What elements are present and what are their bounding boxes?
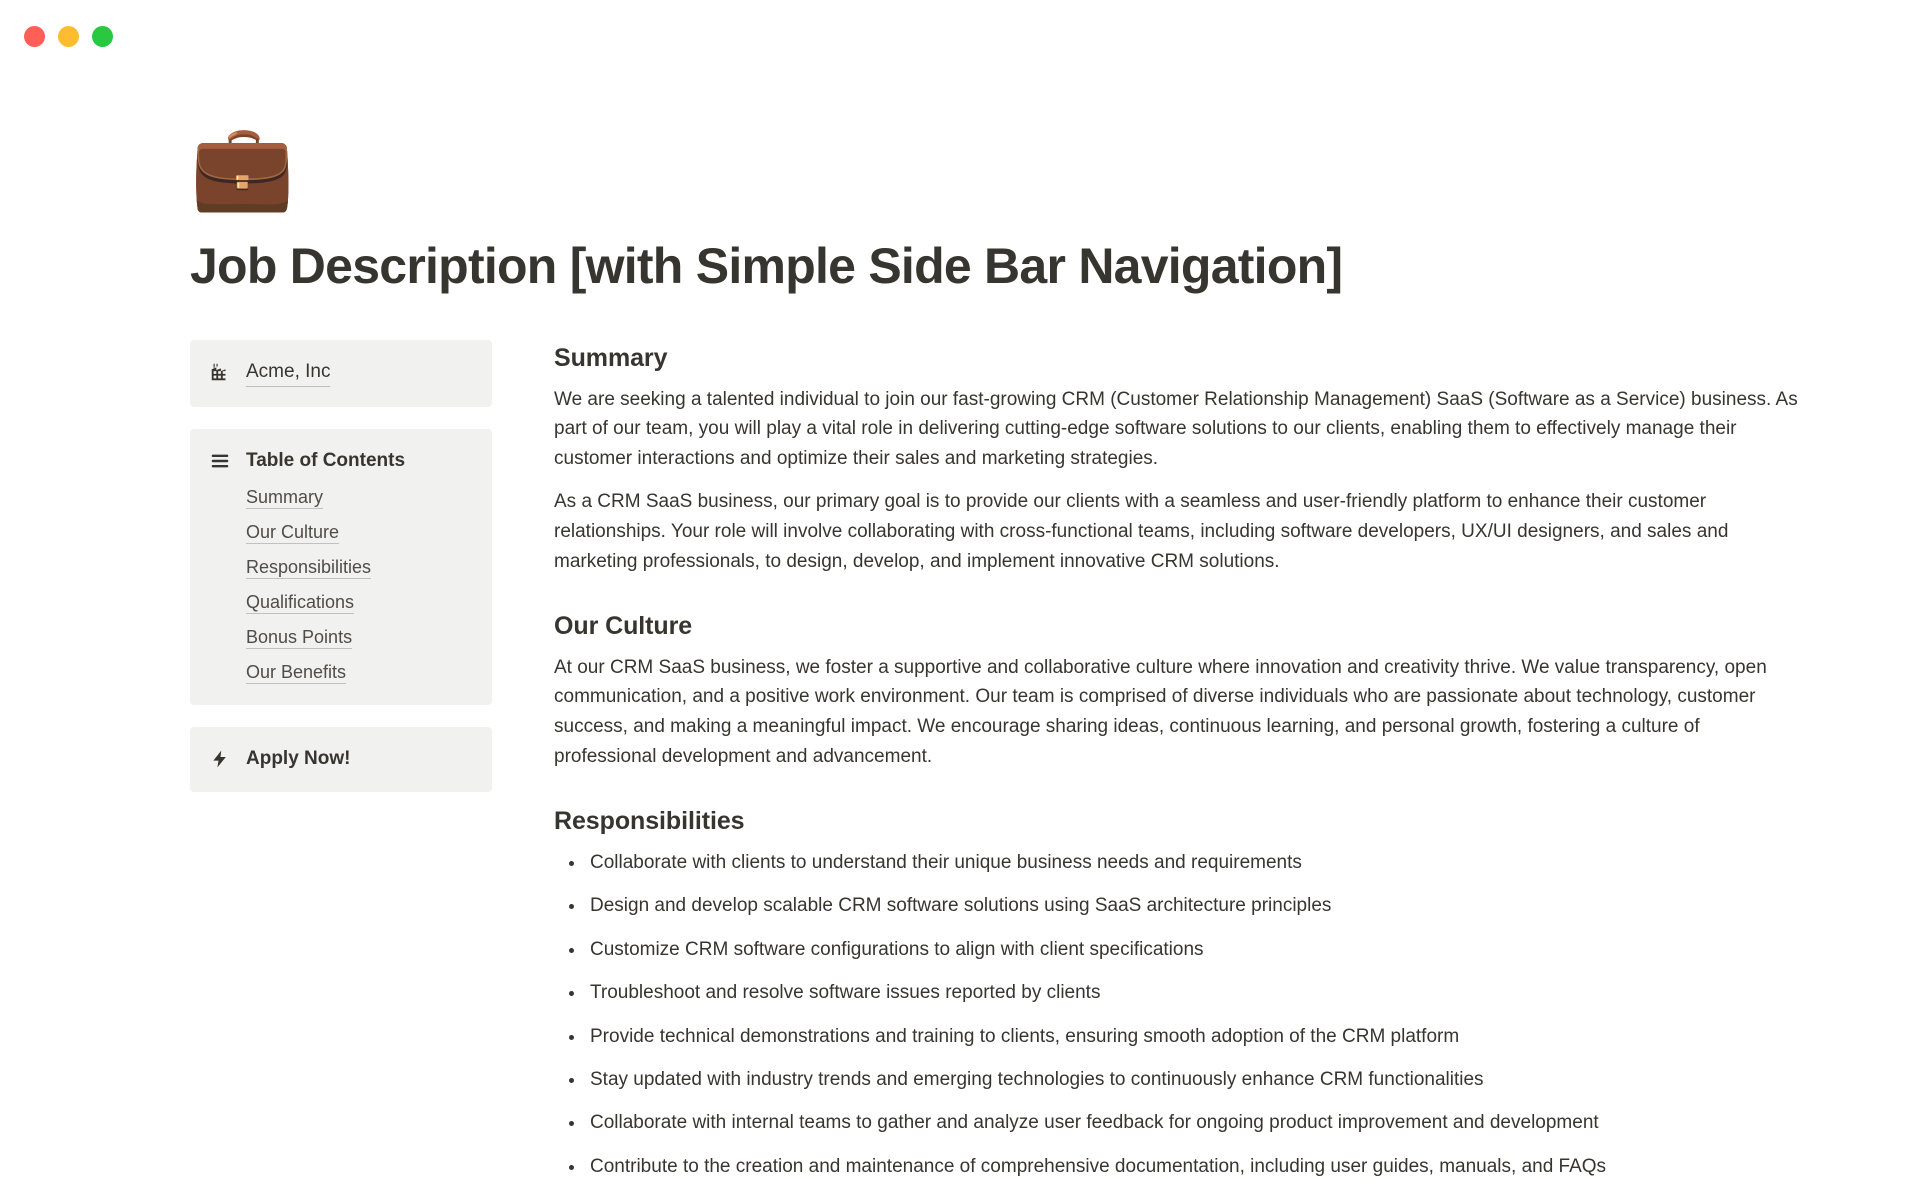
apply-now-callout[interactable] <box>190 727 492 792</box>
main-content <box>554 340 1800 1195</box>
traffic-light-controls <box>24 26 113 47</box>
building-icon <box>208 360 232 383</box>
list-item <box>246 662 472 683</box>
responsibilities-list <box>554 848 1800 1182</box>
maximize-window-button[interactable] <box>92 26 113 47</box>
toc-title: Table of Contents <box>246 449 406 471</box>
list-item: • Customize CRM software configurations to align with client specifications <box>586 935 1800 964</box>
lightning-bolt-icon <box>208 747 232 770</box>
culture-paragraph-1: At our CRM SaaS business, we foster a supportive and collaborative culture where innovation and creativity thrive. We value transparency, open communication, and a positive work environment. Our team is comprised of diverse individuals who are passionate about technology, customer success, and making a meaningful impact. We encourage sharing ideas, continuous learning, and personal growth, fostering a culture of professional development and advancement. <box>554 656 1767 767</box>
sidebar-item-our-culture[interactable]: Our Culture <box>246 522 340 543</box>
sidebar <box>190 340 492 814</box>
sidebar-item-summary[interactable]: Summary <box>246 487 324 508</box>
list-item: • Contribute to the creation and maintenance of comprehensive documentation, including user guides, manuals, and FAQs <box>586 1152 1800 1181</box>
list-item: • Design and develop scalable CRM software solutions using SaaS architecture principles <box>586 891 1800 920</box>
list-lines-icon <box>208 449 232 472</box>
list-item: • Troubleshoot and resolve software issues reported by clients <box>586 978 1800 1007</box>
list-item: • Stay updated with industry trends and emerging technologies to continuously enhance CRM functionalities <box>586 1065 1800 1094</box>
sidebar-item-responsibilities[interactable]: Responsibilities <box>246 557 372 578</box>
minimize-window-button[interactable] <box>58 26 79 47</box>
section-heading-our-culture: Our Culture <box>554 612 693 641</box>
close-window-button[interactable] <box>24 26 45 47</box>
content-columns <box>190 340 1800 1195</box>
list-item <box>246 487 472 508</box>
list-item: • Collaborate with clients to understand their unique business needs and requirements <box>586 848 1800 877</box>
apply-now-label[interactable]: Apply Now! <box>246 748 351 770</box>
section-heading-responsibilities: Responsibilities <box>554 807 745 836</box>
summary-paragraph-1: We are seeking a talented individual to join our fast-growing CRM (Customer Relationship Management) SaaS (Software as a Service) business. As part of our team, you will play a vital role in delivering cutting-edge software solutions to our clients, enabling them to effectively manage their customer interactions and optimize their sales and marketing strategies. <box>554 388 1798 469</box>
list-item: • Provide technical demonstrations and training to clients, ensuring smooth adoption of the CRM platform <box>586 1022 1800 1051</box>
sidebar-item-qualifications[interactable]: Qualifications <box>246 592 355 613</box>
page-title: Job Description [with Simple Side Bar Navigation] <box>190 238 1343 294</box>
list-item <box>246 557 472 578</box>
sidebar-item-our-benefits[interactable]: Our Benefits <box>246 662 347 683</box>
toc-list <box>246 487 472 683</box>
company-callout[interactable] <box>190 340 492 407</box>
summary-paragraph-2: As a CRM SaaS business, our primary goal is to provide our clients with a seamless and user-friendly platform to enhance their customer relationships. Your role will involve collaborating with cross-functional teams, including software developers, UX/UI designers, and sales and marketing professionals, to design, develop, and implement innovative CRM solutions. <box>554 491 1729 572</box>
section-heading-summary: Summary <box>554 344 668 372</box>
list-item <box>246 522 472 543</box>
list-item <box>246 627 472 648</box>
list-item <box>246 592 472 613</box>
list-item: • Collaborate with internal teams to gather and analyze user feedback for ongoing product improvement and development <box>586 1108 1800 1137</box>
company-name[interactable]: Acme, Inc <box>246 360 330 387</box>
sidebar-item-bonus-points[interactable]: Bonus Points <box>246 627 353 648</box>
briefcase-icon: 💼 <box>190 119 295 213</box>
window-title-bar <box>0 0 1920 72</box>
document-page <box>0 72 1920 1195</box>
table-of-contents-callout <box>190 429 492 706</box>
